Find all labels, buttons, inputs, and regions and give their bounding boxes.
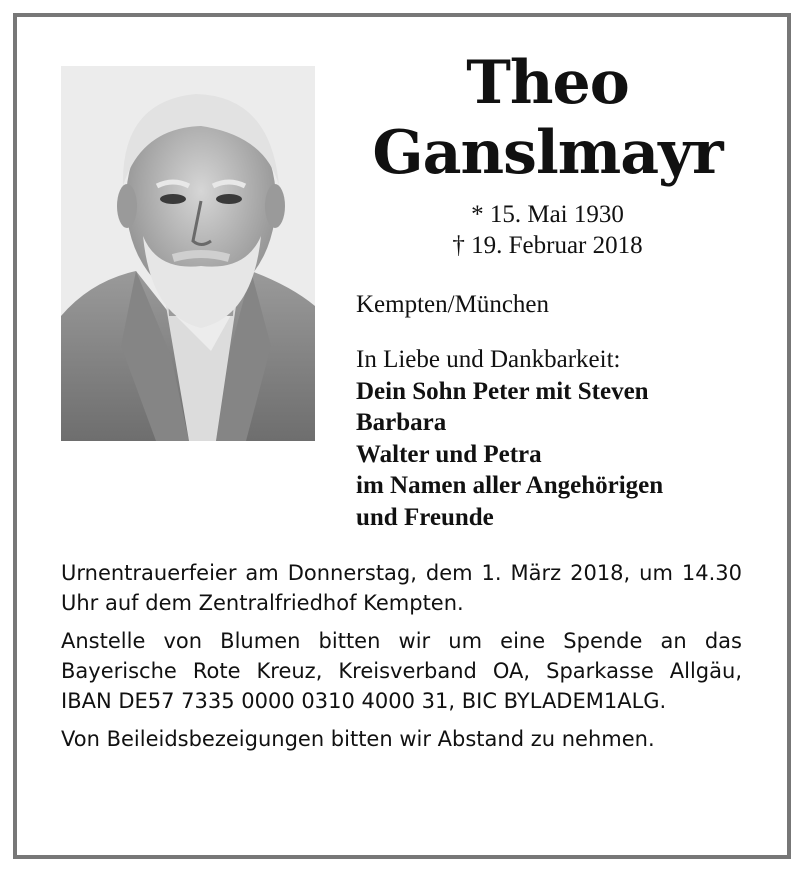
donation-paragraph: Anstelle von Blumen bitten wir um eine Spende an das Bayerische Rote Kreuz, Kreisverband OA, Sparkasse Allgäu, IBAN DE57 7335 0000 0310 4000 31, BIC BYLADEM1ALG.: [61, 629, 742, 713]
mourner-line: Walter und Petra: [356, 440, 542, 468]
mourners-intro: In Liebe und Dankbarkeit:: [356, 346, 621, 373]
notice-body: [61, 558, 742, 762]
portrait-photo: [61, 66, 315, 441]
last-name: Ganslmayr: [372, 118, 723, 188]
first-name: Theo: [466, 48, 629, 118]
mourner-line: Dein Sohn Peter mit Steven: [356, 377, 649, 405]
funeral-paragraph: Urnentrauerfeier am Donnerstag, dem 1. März 2018, um 14.30 Uhr auf dem Zentralfriedhof Kempten.: [61, 561, 742, 615]
mourner-line: Barbara: [356, 409, 447, 436]
life-dates: [345, 199, 750, 261]
condolences-paragraph: Von Beileidsbezeigungen bitten wir Abstand zu nehmen.: [61, 727, 655, 751]
deceased-name: [345, 48, 750, 188]
death-date: † 19. Februar 2018: [452, 232, 643, 259]
mourner-line: und Freunde: [356, 503, 494, 531]
mourner-line: im Namen aller Angehörigen: [356, 472, 664, 499]
birth-date: * 15. Mai 1930: [471, 201, 624, 228]
place-of-residence: Kempten/München: [356, 291, 550, 318]
mourners-block: [356, 344, 663, 533]
